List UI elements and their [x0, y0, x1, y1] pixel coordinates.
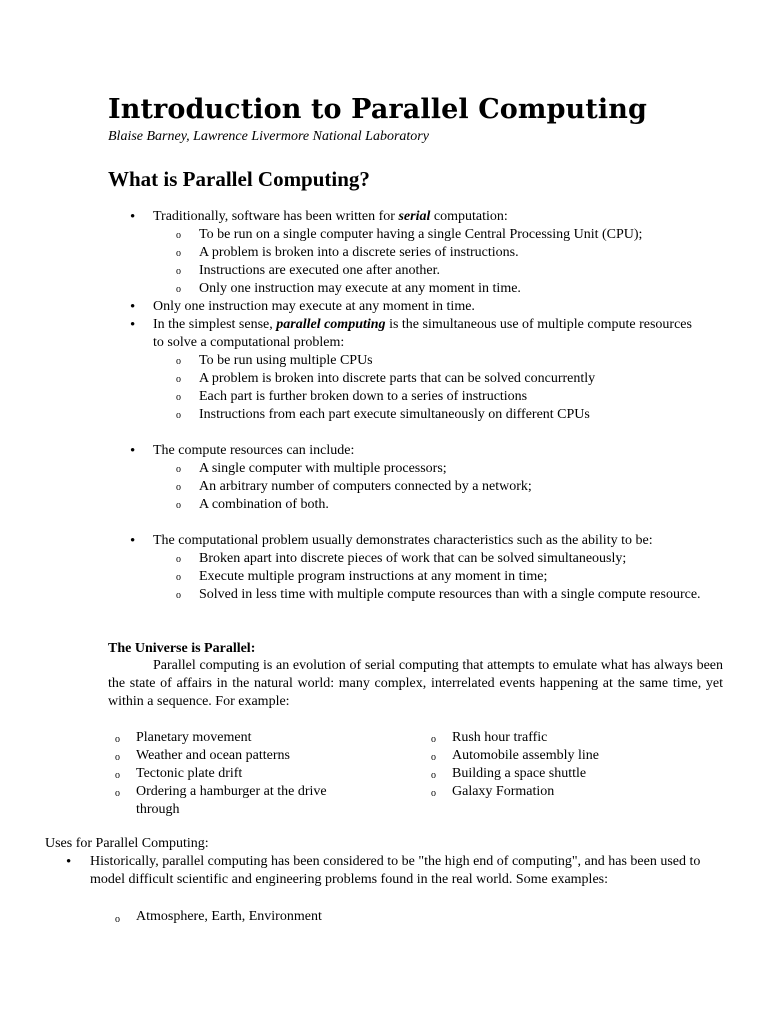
example-item: Planetary movement	[136, 730, 252, 745]
sub-marker: o	[176, 554, 181, 565]
sub-item: Each part is further broken down to a series of instructions	[199, 389, 528, 404]
sub-marker: o	[431, 770, 436, 781]
sub-marker: o	[115, 914, 120, 925]
sub-marker: o	[176, 392, 181, 403]
sub-marker: o	[176, 500, 181, 511]
uses-bullet-text: Historically, parallel computing has been considered to be "the high end of computing", and has been used to model difficult scientific and engineering problems found in the real world. Some examples:	[90, 854, 701, 887]
sub-marker: o	[115, 734, 120, 745]
bullet-marker: •	[130, 299, 136, 315]
bullet-text: The compute resources can include:	[153, 443, 355, 458]
sub-marker: o	[176, 248, 181, 259]
sub-item: Only one instruction may execute at any moment in time.	[199, 281, 521, 296]
sub-marker: o	[431, 752, 436, 763]
example-item: Automobile assembly line	[452, 748, 599, 763]
uses-heading: Uses for Parallel Computing:	[45, 836, 209, 851]
sub-marker: o	[176, 590, 181, 601]
sub-item: Execute multiple program instructions at any moment in time;	[199, 569, 548, 584]
sub-item: A problem is broken into discrete parts that can be solved concurrently	[199, 371, 596, 386]
sub-marker: o	[176, 410, 181, 421]
example-item: Atmosphere, Earth, Environment	[136, 909, 322, 924]
example-item: Ordering a hamburger at the drive through	[136, 784, 327, 817]
sub-item: A combination of both.	[199, 497, 329, 512]
example-item: Weather and ocean patterns	[136, 748, 290, 763]
sub-item: A problem is broken into a discrete series of instructions.	[199, 245, 519, 260]
example-item: Building a space shuttle	[452, 766, 587, 781]
sub-item: Instructions from each part execute simultaneously on different CPUs	[199, 407, 590, 422]
sub-item: Solved in less time with multiple compute resources than with a single compute resource.	[199, 587, 701, 602]
bullet-marker: •	[130, 533, 136, 549]
sub-marker: o	[115, 770, 120, 781]
sub-marker: o	[115, 788, 120, 799]
bullet-text: Traditionally, software has been written for serial computation:	[153, 209, 508, 224]
universe-paragraph: Parallel computing is an evolution of serial computing that attempts to emulate what has always been the state of affairs in the natural world: many complex, interrelated events happening at the same time, yet within a sequence. For example:	[108, 658, 723, 709]
subsection-heading: The Universe is Parallel:	[108, 641, 256, 656]
sub-marker: o	[176, 266, 181, 277]
bullet-marker: •	[130, 443, 136, 459]
sub-item: Instructions are executed one after another.	[199, 263, 441, 278]
bullet-marker: •	[130, 209, 136, 225]
sub-marker: o	[176, 572, 181, 583]
sub-item: Broken apart into discrete pieces of work that can be solved simultaneously;	[199, 551, 627, 566]
sub-marker: o	[431, 734, 436, 745]
document-title: Introduction to Parallel Computing	[108, 94, 647, 125]
sub-item: An arbitrary number of computers connected by a network;	[199, 479, 532, 494]
section-heading: What is Parallel Computing?	[108, 167, 370, 191]
sub-marker: o	[176, 284, 181, 295]
sub-item: To be run using multiple CPUs	[199, 353, 373, 368]
sub-marker: o	[176, 482, 181, 493]
example-item: Rush hour traffic	[452, 730, 548, 745]
example-item: Tectonic plate drift	[136, 766, 243, 781]
sub-marker: o	[176, 356, 181, 367]
bullet-text: The computational problem usually demonstrates characteristics such as the ability to be:	[153, 533, 653, 548]
bullet-text: Only one instruction may execute at any moment in time.	[153, 299, 475, 314]
bullet-text: In the simplest sense, parallel computing is the simultaneous use of multiple compute resources	[153, 317, 692, 332]
sub-marker: o	[115, 752, 120, 763]
sub-marker: o	[176, 374, 181, 385]
example-item: Galaxy Formation	[452, 784, 555, 799]
sub-marker: o	[176, 464, 181, 475]
sub-item: To be run on a single computer having a single Central Processing Unit (CPU);	[199, 227, 643, 242]
bullet-marker: •	[130, 317, 136, 333]
author-line: Blaise Barney, Lawrence Livermore National Laboratory	[108, 129, 429, 144]
sub-marker: o	[431, 788, 436, 799]
sub-marker: o	[176, 230, 181, 241]
bullet-text-continued: to solve a computational problem:	[153, 335, 345, 350]
sub-item: A single computer with multiple processors;	[199, 461, 447, 476]
bullet-marker: •	[66, 854, 72, 870]
